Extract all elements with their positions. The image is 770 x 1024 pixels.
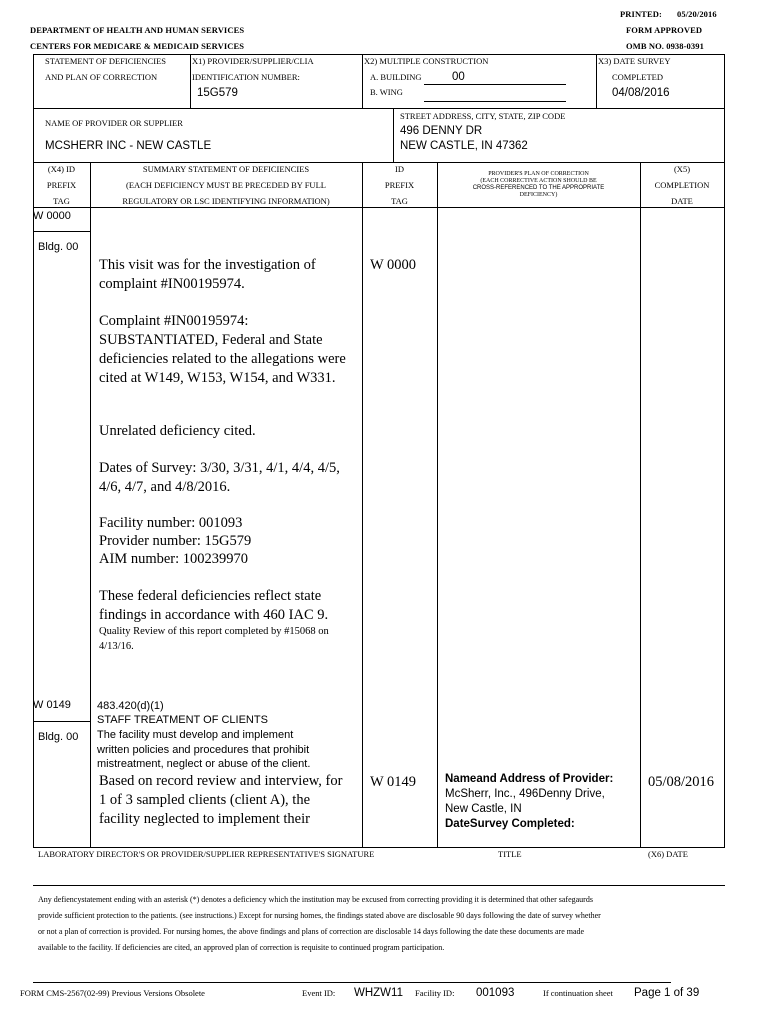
paragraph-complaint: Complaint #IN00195974: SUBSTANTIATED, Federal and State deficiencies related to the allegations were cited at W149, W153, W154, and W331.	[99, 313, 346, 386]
printed-label: PRINTED:	[620, 9, 662, 19]
col-summary-1: SUMMARY STATEMENT OF DEFICIENCIES	[142, 164, 310, 174]
building-underline	[424, 84, 566, 85]
regulation-title: STAFF TREATMENT OF CLIENTS	[97, 714, 268, 726]
form-number: FORM CMS-2567(02-99) Previous Versions Obsolete	[20, 988, 205, 998]
provider-id: 15G579	[197, 87, 238, 99]
disclosure-footnote: Any defiencystatement ending with an asterisk (*) denotes a deficiency which the institution may be excused from correcting providing it is determined that other safegaurds provide sufficient protection to the patients. (see instructions.) Except for nursing homes, the findings stated above are disclosable 90 days following the date of survey whether or not a plan of correction is provided. For nursing homes, the above findings and plans of correction are disclosable 14 days following the date these documents are made available to the facility. If deficiencies are cited, an approved plan of correction is requisite to continued program participation.	[38, 895, 601, 952]
wing-label: B. WING	[370, 87, 403, 97]
event-id-label: Event ID:	[302, 988, 336, 998]
signature-label: LABORATORY DIRECTOR'S OR PROVIDER/SUPPLIER REPRESENTATIVE'S SIGNATURE	[38, 849, 375, 859]
wing-underline	[424, 101, 566, 102]
x2-label: X2) MULTIPLE CONSTRUCTION	[364, 56, 489, 66]
provider-number: Provider number: 15G579	[99, 533, 252, 549]
grid-line	[724, 162, 725, 848]
page-number: Page 1 of 39	[634, 987, 700, 999]
title-label: TITLE	[498, 849, 522, 859]
continuation-label: If continuation sheet	[543, 988, 613, 998]
grid-line	[393, 108, 394, 163]
survey-date: 04/08/2016	[612, 87, 670, 99]
statement-label-1: STATEMENT OF DEFICIENCIES	[45, 56, 167, 66]
facility-number: Facility number: 001093	[99, 515, 243, 531]
bldg-label: Bldg. 00	[38, 241, 79, 253]
x3-label-1: X3) DATE SURVEY	[598, 56, 671, 66]
x3-label-2: COMPLETED	[612, 72, 663, 82]
col-summary-3: REGULATORY OR LSC IDENTIFYING INFORMATION)	[122, 196, 330, 206]
col-x5-3: DATE	[671, 196, 693, 206]
col-x5-1: (X5)	[673, 164, 691, 174]
paragraph-record-review: Based on record review and interview, for 1 of 3 sampled clients (client A), the facility neglected to implement their	[99, 773, 343, 827]
building-value: 00	[452, 71, 465, 83]
plan-address-1: McSherr, Inc., 496Denny Drive,	[445, 788, 605, 800]
plan-date-label: DateSurvey Completed:	[445, 818, 575, 830]
x1-label-1: X1) PROVIDER/SUPPLIER/CLIA	[192, 56, 314, 66]
omb-number: OMB NO. 0938-0391	[626, 41, 704, 51]
col-plan-1: PROVIDER'S PLAN OF CORRECTION	[488, 171, 589, 177]
event-id: WHZW11	[354, 987, 403, 999]
provider-name-label: NAME OF PROVIDER OR SUPPLIER	[45, 118, 183, 128]
regulation-text: The facility must develop and implement written policies and procedures that prohibit mistreatment, neglect or abuse of the client.	[97, 729, 311, 770]
grid-line	[33, 162, 725, 163]
aim-number: AIM number: 100239970	[99, 551, 249, 567]
grid-line	[33, 108, 34, 163]
grid-line	[33, 721, 90, 722]
regulation-number: 483.420(d)(1)	[97, 700, 164, 712]
col-id-3: TAG	[391, 196, 408, 206]
col-plan-3: CROSS-REFERENCED TO THE APPROPRIATE	[472, 185, 605, 191]
plan-name-label: Nameand Address of Provider:	[445, 773, 614, 785]
provider-name: MCSHERR INC - NEW CASTLE	[45, 140, 212, 152]
grid-line	[33, 207, 725, 208]
grid-line	[33, 108, 725, 109]
address-label: STREET ADDRESS, CITY, STATE, ZIP CODE	[400, 111, 566, 121]
grid-line	[33, 54, 34, 109]
col-plan-4: DEFICIENCY)	[519, 192, 558, 198]
col-x4-3: TAG	[53, 196, 70, 206]
x1-label-2: IDENTIFICATION NUMBER:	[192, 72, 300, 82]
statement-label-2: AND PLAN OF CORRECTION	[45, 72, 158, 82]
col-id-1: ID	[395, 164, 404, 174]
x6-date-label: (X6) DATE	[648, 849, 688, 859]
paragraph-visit: This visit was for the investigation of complaint #IN00195974.	[99, 257, 316, 292]
col-x5-2: COMPLETION	[654, 180, 710, 190]
completion-date: 05/08/2016	[648, 774, 715, 790]
paragraph-dates: Dates of Survey: 3/30, 3/31, 4/1, 4/4, 4/5, 4/6, 4/7, and 4/8/2016.	[99, 460, 340, 495]
grid-line	[437, 162, 438, 848]
grid-line	[33, 54, 725, 55]
plan-address-2: New Castle, IN	[445, 803, 522, 815]
paragraph-unrelated: Unrelated deficiency cited.	[99, 423, 256, 439]
tag-w0000: W 0000	[33, 210, 71, 222]
facility-id: 001093	[476, 987, 515, 999]
paragraph-quality-review: Quality Review of this report completed by #15068 on 4/13/16.	[99, 626, 329, 652]
grid-line	[33, 982, 671, 983]
col-id-2: PREFIX	[384, 180, 415, 190]
grid-line	[640, 162, 641, 848]
col-summary-2: (EACH DEFICIENCY MUST BE PRECEDED BY FULL	[126, 180, 326, 190]
grid-line	[190, 54, 191, 109]
grid-line	[362, 162, 363, 848]
col-x4-1: (X4) ID	[47, 164, 76, 174]
paragraph-findings: These federal deficiencies reflect state findings in accordance with 460 IAC 9.	[99, 588, 329, 623]
grid-line	[33, 231, 90, 232]
col-plan-2: (EACH CORRECTIVE ACTION SHOULD BE	[480, 178, 597, 184]
bldg-label-2: Bldg. 00	[38, 731, 79, 743]
address-line-1: 496 DENNY DR	[400, 125, 483, 137]
department-heading: DEPARTMENT OF HEALTH AND HUMAN SERVICES	[30, 25, 245, 35]
building-label: A. BUILDING	[370, 72, 422, 82]
col-x4-2: PREFIX	[46, 180, 77, 190]
grid-line	[33, 885, 725, 886]
grid-line	[90, 162, 91, 848]
printed-date: 05/20/2016	[677, 9, 717, 19]
form-approved-label: FORM APPROVED	[626, 25, 703, 35]
grid-line	[596, 54, 597, 109]
grid-line	[33, 847, 725, 848]
facility-id-label: Facility ID:	[415, 988, 455, 998]
grid-line	[362, 54, 363, 109]
tag-w0149: W 0149	[33, 699, 71, 711]
address-line-2: NEW CASTLE, IN 47362	[400, 140, 528, 152]
centers-heading: CENTERS FOR MEDICARE & MEDICAID SERVICES	[30, 41, 245, 51]
id-tag-w0000: W 0000	[370, 257, 417, 273]
grid-line	[33, 162, 34, 848]
id-tag-w0149: W 0149	[370, 774, 417, 790]
